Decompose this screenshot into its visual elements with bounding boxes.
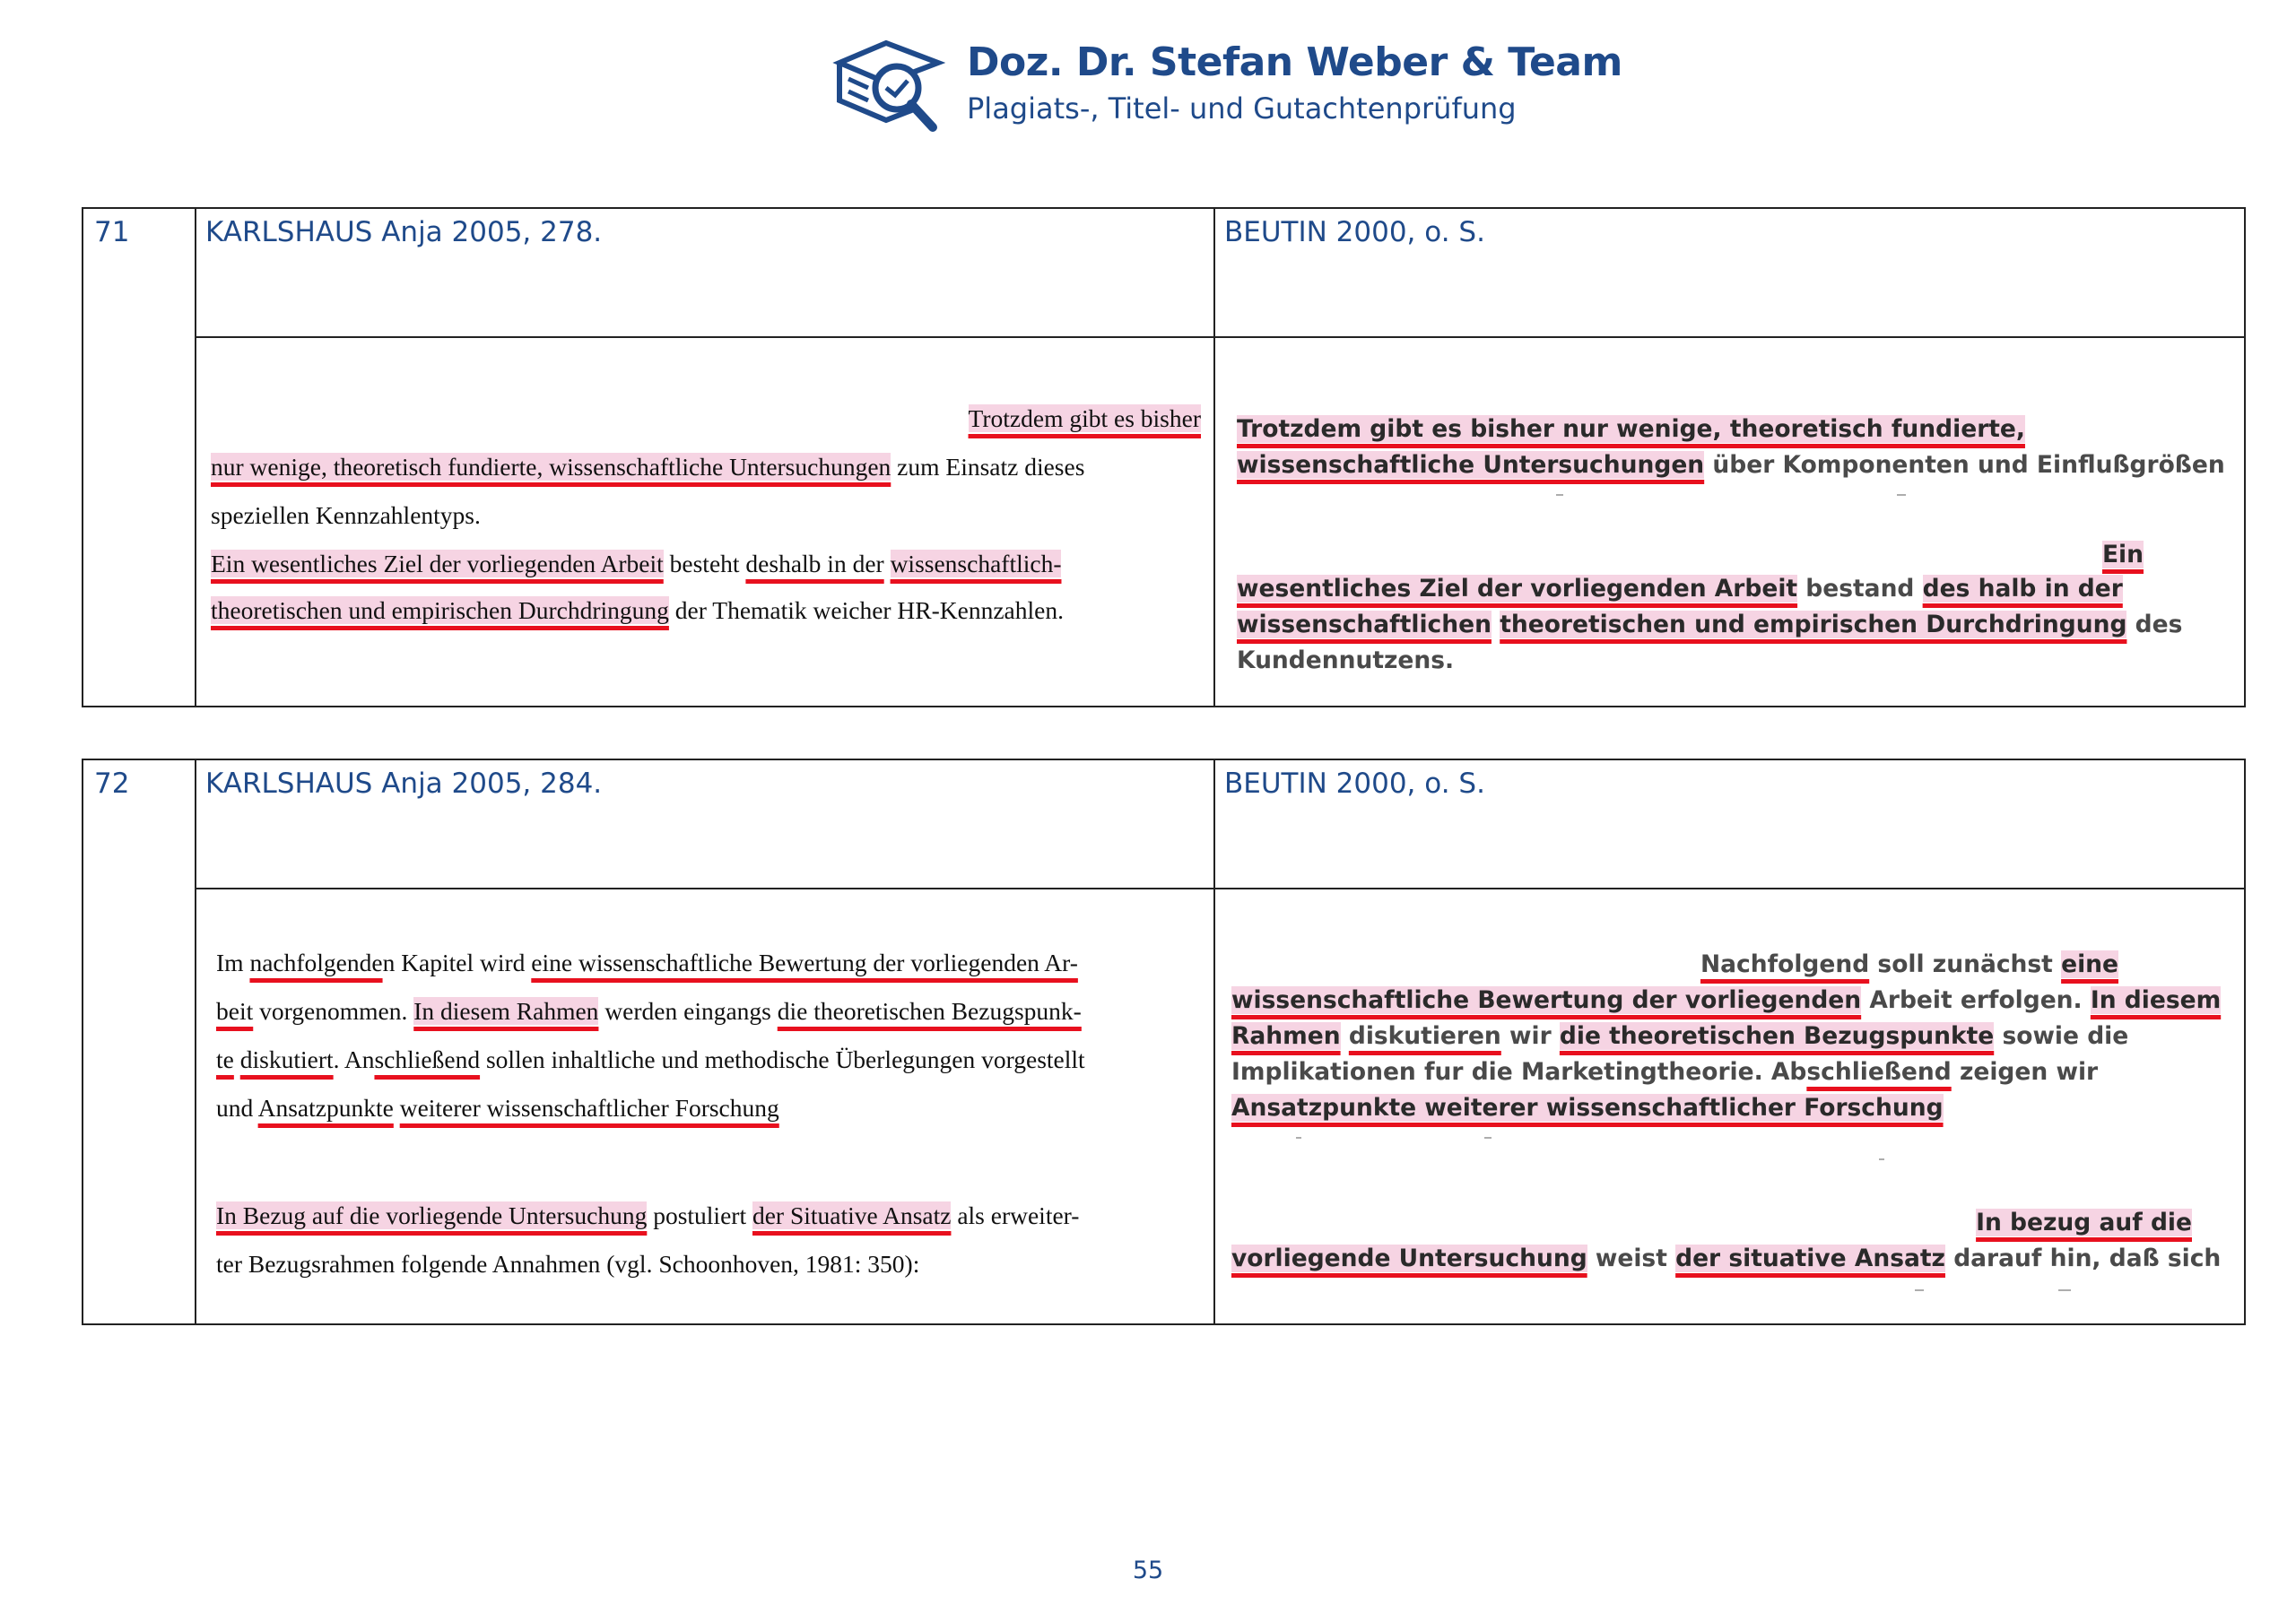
text-line [216, 949, 1078, 977]
page-number: 55 [1132, 1557, 1164, 1584]
highlighted-phrase: In Bezug auf die vorliegende Untersuchung [216, 1201, 648, 1229]
plain-text: sowie die [1994, 1022, 2129, 1050]
text-line [1231, 1058, 2098, 1086]
plain-text [234, 1045, 240, 1073]
highlighted-phrase: Rahmen [1231, 1022, 1341, 1050]
plain-text: wir [1500, 1022, 1560, 1050]
plain-text: postuliert [647, 1201, 752, 1229]
plain-text: vorgenommen. [253, 997, 414, 1025]
highlighted-phrase: Trotzdem gibt es bisher nur wenige, theoretisch fundierte, [1237, 415, 2025, 443]
entry-number: 71 [94, 216, 130, 248]
scan-fragment [2058, 1289, 2071, 1291]
text-line [216, 997, 1082, 1026]
plain-text [1341, 1022, 1349, 1050]
highlighted-phrase: des halb in der [1922, 575, 2123, 603]
entry-number-cell [83, 760, 196, 1323]
underlined-phrase: schließend [1806, 1058, 1952, 1086]
text-line [1700, 950, 2118, 978]
plain-text: und [216, 1094, 258, 1122]
text-line [216, 1201, 1079, 1230]
highlighted-phrase: In diesem Rahmen [413, 997, 599, 1025]
highlighted-phrase: vorliegende Untersuchung [1231, 1245, 1587, 1272]
entry-number-cell [83, 209, 196, 706]
plain-text: bestand [1797, 575, 1923, 603]
underlined-phrase: diskutiert [239, 1045, 334, 1073]
text-line [1237, 611, 2182, 638]
comparison-table-72 [82, 759, 2246, 1325]
underlined-phrase: diskutieren [1348, 1022, 1501, 1050]
text-line [1231, 1094, 1944, 1122]
scan-fragment [1296, 1137, 1301, 1139]
text-line [1976, 1209, 2192, 1236]
highlighted-phrase: wissenschaftlich- [890, 550, 1062, 577]
highlighted-phrase: theoretischen und empirischen Durchdringung [211, 596, 669, 624]
highlighted-phrase: wissenschaftliche Untersuchungen [1237, 451, 1705, 479]
logo-icon [832, 36, 945, 133]
scan-fragment [1915, 1289, 1924, 1291]
right-source-label: BEUTIN 2000, o. S. [1224, 768, 1485, 800]
text-line [211, 596, 1064, 625]
plain-text: Arbeit erfolgen. [1861, 986, 2091, 1014]
highlighted-phrase: In diesem [2090, 986, 2222, 1014]
plain-text: über Komponenten und Einflußgrößen [1704, 451, 2225, 479]
comparison-table-71 [82, 207, 2246, 707]
plain-text: soll zunächst [1869, 950, 2062, 978]
text-line [1231, 1245, 2221, 1272]
plain-text: . An [333, 1045, 375, 1073]
plain-text [884, 550, 891, 577]
highlighted-phrase: nur wenige, theoretisch fundierte, wissenschaftliche Untersuchungen [211, 453, 891, 481]
right-source-row [1215, 760, 2244, 889]
plain-text: zum Einsatz dieses [891, 453, 1085, 481]
right-column [1215, 209, 2244, 706]
left-column [196, 209, 1215, 706]
text-line [1237, 575, 2123, 603]
underlined-phrase: eine wissenschaftliche Bewertung der vorliegenden Ar- [531, 949, 1078, 976]
highlighted-phrase: In bezug auf die [1976, 1209, 2192, 1236]
plain-text: darauf hin, daß sich [1944, 1245, 2222, 1272]
underlined-phrase: weiterer wissenschaftlicher Forschung [399, 1094, 779, 1122]
left-source-label: KARLSHAUS Anja 2005, 278. [205, 216, 603, 248]
text-line [211, 550, 1061, 578]
underlined-phrase: Ansatzpunkte [257, 1094, 394, 1122]
text-line [1237, 451, 2225, 479]
plain-text: speziellen Kennzahlentyps. [211, 501, 481, 529]
entry-number: 72 [94, 768, 130, 800]
plain-text: zeigen wir [1951, 1058, 2099, 1086]
text-line [211, 501, 481, 530]
scan-fragment [1556, 494, 1563, 496]
plain-text: weist [1587, 1245, 1676, 1272]
right-column [1215, 760, 2244, 1323]
right-source-label: BEUTIN 2000, o. S. [1224, 216, 1485, 248]
highlighted-phrase: wesentliches Ziel der vorliegenden Arbeit [1237, 575, 1798, 603]
highlighted-phrase: Trotzdem gibt es bisher [968, 404, 1201, 432]
plain-text: der Thematik weicher HR-Kennzahlen. [668, 596, 1064, 624]
highlighted-phrase: der situative Ansatz [1675, 1245, 1945, 1272]
left-column [196, 760, 1215, 1323]
highlighted-phrase: Ansatzpunkte weiterer wissenschaftlicher Forschung [1231, 1094, 1944, 1122]
highlighted-phrase: wissenschaftliche Bewertung der vorliegenden [1231, 986, 1862, 1014]
highlighted-phrase: theoretischen und empirischen Durchdringung [1500, 611, 2127, 638]
underlined-phrase: schließend [374, 1045, 481, 1073]
highlighted-phrase: Ein wesentliches Ziel der vorliegenden Arbeit [211, 550, 664, 577]
text-line [216, 1045, 1085, 1074]
brand-subtitle: Plagiats-, Titel- und Gutachtenprüfung [967, 91, 1517, 126]
text-line [1237, 415, 2025, 443]
plain-text: Implikationen fur die Marketingtheorie. Ab [1231, 1058, 1807, 1086]
highlighted-phrase: eine [2061, 950, 2118, 978]
left-source-label: KARLSHAUS Anja 2005, 284. [205, 768, 603, 800]
highlighted-phrase: wissenschaftlichen [1237, 611, 1492, 638]
highlighted-phrase: die theoretischen Bezugspunkte [1559, 1022, 1995, 1050]
header [832, 36, 1622, 134]
right-source-row [1215, 209, 2244, 338]
underlined-phrase: nachfolgende [249, 949, 383, 976]
left-source-row [196, 760, 1213, 889]
underlined-phrase: die theoretischen Bezugspunk- [777, 997, 1082, 1025]
text-line [216, 1250, 919, 1279]
underlined-phrase: deshalb in der [745, 550, 884, 577]
scan-fragment [1897, 494, 1906, 496]
plain-text: n Kapitel wird [382, 949, 532, 976]
plain-text: Kundennutzens. [1237, 646, 1455, 674]
text-line [1231, 1022, 2128, 1050]
highlighted-phrase: Ein [2101, 541, 2144, 568]
text-line [211, 453, 1084, 481]
scan-fragment [1484, 1137, 1492, 1139]
plain-text: des [2126, 611, 2183, 638]
underlined-phrase: beit [216, 997, 254, 1025]
text-line [2102, 541, 2144, 568]
brand-title: Doz. Dr. Stefan Weber & Team [967, 39, 1622, 85]
left-source-row [196, 209, 1213, 338]
underlined-phrase: te [216, 1045, 234, 1073]
text-line [1237, 646, 1454, 674]
plain-text: als erweiter- [951, 1201, 1080, 1229]
plain-text: ter Bezugsrahmen folgende Annahmen (vgl. Schoonhoven, 1981: 350): [216, 1250, 920, 1278]
plain-text: Im [216, 949, 250, 976]
underlined-phrase: Nachfolgend [1700, 950, 1870, 978]
plain-text: sollen inhaltliche und methodische Überlegungen vorgestellt [480, 1045, 1085, 1073]
text-line [216, 1094, 779, 1123]
highlighted-phrase: der Situative Ansatz [752, 1201, 952, 1229]
plain-text: besteht [663, 550, 746, 577]
plain-text: werden eingangs [598, 997, 778, 1025]
text-line [969, 404, 1201, 433]
plain-text [394, 1094, 400, 1122]
text-line [1231, 986, 2221, 1014]
plain-text [1492, 611, 1500, 638]
scan-fragment [1879, 1158, 1884, 1160]
